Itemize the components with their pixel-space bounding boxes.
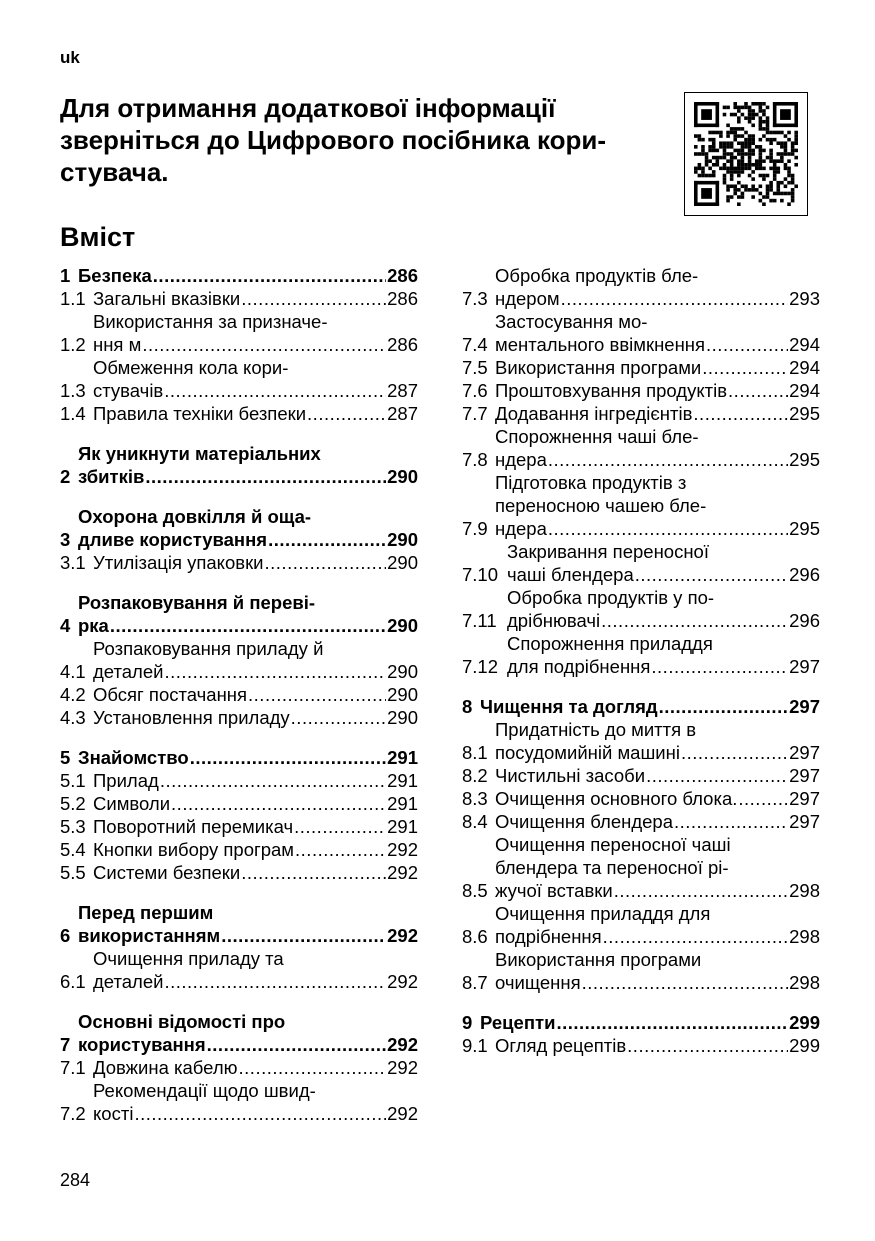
toc-entry-number: 6.1 — [60, 971, 91, 992]
toc-entry-number: 1.4 — [60, 403, 91, 424]
toc-entry-number: 5.2 — [60, 793, 91, 814]
toc-entry-title: Огляд рецептів — [495, 1035, 627, 1056]
toc-entry-title: Обробка продуктів бле- — [495, 265, 699, 286]
toc-entry-title: Підготовка продуктів з — [495, 472, 687, 493]
toc-entry-number: 8.5 — [462, 880, 493, 901]
toc-page-number: 292 — [387, 1057, 418, 1078]
toc-entry-title: ндером — [495, 288, 560, 309]
toc-entry-title: Обсяг постачання — [93, 684, 248, 705]
leader-dots — [241, 861, 386, 884]
toc-entry-title: користування — [78, 1034, 206, 1055]
toc-entry-number: 8.4 — [462, 811, 493, 832]
toc-entry-title: Чистильні засоби — [495, 765, 646, 786]
toc-entry[interactable] — [462, 310, 820, 356]
toc-entry[interactable] — [462, 264, 820, 310]
toc-gap — [462, 994, 820, 1011]
toc-entry-number: 7.12 — [462, 656, 504, 677]
leader-dots — [164, 379, 386, 402]
toc-entry-title: Поворотний перемикач — [93, 816, 294, 837]
toc-entry-number: 8.6 — [462, 926, 493, 947]
leader-dots — [681, 741, 788, 764]
leader-dots — [239, 1056, 387, 1079]
toc-chapter[interactable] — [60, 1010, 418, 1056]
qr-code-icon — [694, 102, 798, 206]
toc-entry[interactable] — [60, 769, 418, 792]
leader-dots — [582, 971, 789, 994]
toc-entry-title: Розпаковування приладу й — [93, 638, 324, 659]
leader-dots — [693, 402, 788, 425]
leader-dots — [548, 448, 788, 471]
leader-dots — [294, 815, 386, 838]
toc-entry-title: подрібнення — [495, 926, 602, 947]
leader-dots — [221, 924, 386, 947]
toc-entry-title: Правила техніки безпеки — [93, 403, 307, 424]
leader-dots — [164, 970, 386, 993]
toc-page-number: 290 — [387, 552, 418, 573]
leader-dots — [548, 517, 788, 540]
leader-dots — [738, 787, 788, 810]
toc-page-number: 292 — [387, 971, 418, 992]
toc-entry-title: Системи безпеки — [93, 862, 241, 883]
toc-entry-title: Використання за призначе- — [93, 311, 328, 332]
toc-entry-number: 4 — [60, 615, 76, 636]
toc-page-number: 292 — [387, 839, 418, 860]
leader-dots — [291, 706, 386, 729]
leader-dots — [646, 764, 788, 787]
toc-entry-title: ндера — [495, 449, 547, 470]
toc-entry[interactable] — [462, 718, 820, 764]
toc-entry[interactable] — [60, 683, 418, 706]
toc-entry[interactable] — [60, 947, 418, 993]
toc-entry[interactable] — [462, 471, 820, 540]
toc-entry[interactable] — [462, 402, 820, 425]
toc-entry-number: 5 — [60, 747, 76, 768]
toc-entry-number: 7.7 — [462, 403, 493, 424]
toc-column-right — [462, 264, 820, 1057]
toc-page-number: 297 — [789, 788, 820, 809]
toc-entry-number: 8 — [462, 696, 478, 717]
toc-chapter[interactable] — [462, 695, 820, 718]
toc-page-number: 297 — [789, 811, 820, 832]
toc-entry-title: Як уникнути матеріальних — [78, 443, 321, 464]
toc-page-number: 297 — [789, 696, 820, 717]
leader-dots — [614, 879, 788, 902]
toc-entry[interactable] — [462, 787, 820, 810]
toc-entry[interactable] — [60, 637, 418, 683]
leader-dots — [248, 683, 386, 706]
toc-entry-title: Використання програми — [495, 949, 702, 970]
toc-entry-number: 1.3 — [60, 380, 91, 401]
toc-entry-title: Основні відомості про — [78, 1011, 286, 1032]
toc-entry[interactable] — [462, 902, 820, 948]
toc-page-number: 296 — [789, 564, 820, 585]
toc-page-number: 291 — [387, 793, 418, 814]
toc-entry-title: використанням — [78, 925, 221, 946]
toc-entry-number: 8.2 — [462, 765, 493, 786]
toc-page-number: 298 — [789, 880, 820, 901]
toc-entry-title: Прилад — [93, 770, 159, 791]
leader-dots — [207, 1033, 386, 1056]
leader-dots — [160, 769, 386, 792]
toc-entry-number: 1.2 — [60, 334, 91, 355]
toc-page-number: 295 — [789, 403, 820, 424]
toc-entry[interactable] — [60, 1079, 418, 1125]
toc-entry-title: Знайомство — [78, 747, 189, 768]
headline-line: Для отримання додаткової інформації — [60, 93, 556, 123]
toc-entry-title: Обмеження кола кори- — [93, 357, 289, 378]
toc-page-number: 286 — [387, 288, 418, 309]
toc-page-number: 286 — [387, 265, 418, 286]
toc-entry-title: Очищення основного блока. — [495, 788, 738, 809]
toc-entry-title: збитків — [78, 466, 145, 487]
toc-chapter[interactable] — [60, 505, 418, 551]
toc-entry[interactable] — [462, 948, 820, 994]
qr-code[interactable] — [684, 92, 808, 216]
leader-dots — [265, 551, 387, 574]
toc-gap — [60, 729, 418, 746]
leader-dots — [134, 1102, 386, 1125]
toc-page-number: 294 — [789, 357, 820, 378]
toc-entry-title: блендера та переносної рі- — [495, 857, 729, 878]
leader-dots — [556, 1011, 788, 1034]
toc-entry-title: дрібнювачі — [507, 610, 601, 631]
toc-entry[interactable] — [60, 551, 418, 574]
headline-line: стувача. — [60, 157, 169, 187]
toc-entry[interactable] — [462, 632, 820, 678]
toc-entry-number: 5.3 — [60, 816, 91, 837]
toc-entry-number: 7.3 — [462, 288, 493, 309]
toc-gap — [462, 678, 820, 695]
toc-entry-title: дливе користування — [78, 529, 268, 550]
toc-page-number: 290 — [387, 707, 418, 728]
toc-entry-title: Рекомендації щодо швид- — [93, 1080, 316, 1101]
leader-dots — [659, 695, 789, 718]
toc-entry-number: 8.3 — [462, 788, 493, 809]
toc-page-number: 291 — [387, 816, 418, 837]
toc-entry-title: Спорожнення приладдя — [507, 633, 713, 654]
toc-page-number: 290 — [387, 615, 418, 636]
toc-entry-number: 5.1 — [60, 770, 91, 791]
leader-dots — [603, 925, 788, 948]
leader-dots — [164, 660, 386, 683]
toc-page-number: 294 — [789, 334, 820, 355]
toc-entry-number: 7.2 — [60, 1103, 91, 1124]
toc-entry-number: 4.3 — [60, 707, 91, 728]
toc-entry[interactable] — [60, 861, 418, 884]
toc-entry-title: Довжина кабелю — [93, 1057, 238, 1078]
toc-entry-number: 7.11 — [462, 610, 502, 631]
toc-chapter[interactable] — [60, 264, 418, 287]
leader-dots — [145, 465, 386, 488]
toc-entry-number: 8.1 — [462, 742, 493, 763]
leader-dots — [706, 333, 788, 356]
toc-page-number: 294 — [789, 380, 820, 401]
toc-entry-number: 3.1 — [60, 552, 91, 573]
toc-entry-title: Очищення приладу та — [93, 948, 284, 969]
toc-entry-title: Чищення та догляд — [480, 696, 658, 717]
leader-dots — [674, 810, 788, 833]
toc-page-number: 298 — [789, 972, 820, 993]
toc-page-number: 297 — [789, 742, 820, 763]
toc-entry[interactable] — [462, 586, 820, 632]
toc-entry-title: Придатність до миття в — [495, 719, 697, 740]
toc-entry[interactable] — [60, 310, 418, 356]
toc-entry-title: ментального ввімкнення — [495, 334, 706, 355]
toc-gap — [60, 993, 418, 1010]
toc-entry-title: для подрібнення — [507, 656, 651, 677]
toc-entry-title: Спорожнення чаші бле- — [495, 426, 699, 447]
toc-page-number: 292 — [387, 1034, 418, 1055]
toc-entry-title: Додавання інгредієнтів — [495, 403, 693, 424]
toc-entry-number: 5.5 — [60, 862, 91, 883]
toc-entry[interactable] — [60, 792, 418, 815]
toc-entry-title: посудомийній машині — [495, 742, 680, 763]
toc-entry-number: 4.2 — [60, 684, 91, 705]
toc-chapter[interactable] — [60, 442, 418, 488]
toc-page-number: 292 — [387, 1103, 418, 1124]
leader-dots — [190, 746, 386, 769]
toc-column-left — [60, 264, 418, 1125]
leader-dots — [635, 563, 788, 586]
toc-entry[interactable] — [462, 1034, 820, 1057]
toc-entry-title: чаші блендера — [507, 564, 634, 585]
page-headline — [60, 92, 670, 188]
toc-entry-title: Охорона довкілля й оща- — [78, 506, 312, 527]
toc-entry-title: Проштовхування продуктів — [495, 380, 728, 401]
toc-chapter[interactable] — [60, 901, 418, 947]
toc-page-number: 299 — [789, 1035, 820, 1056]
language-code: uk — [60, 48, 80, 67]
toc-entry-title: жучої вставки — [495, 880, 613, 901]
toc-entry-title: очищення — [495, 972, 581, 993]
toc-entry-title: Загальні вказівки — [93, 288, 241, 309]
toc-entry-number: 7.6 — [462, 380, 493, 401]
toc-page-number: 295 — [789, 518, 820, 539]
toc-entry[interactable] — [462, 379, 820, 402]
toc-page-number: 287 — [387, 380, 418, 401]
toc-page-number: 290 — [387, 529, 418, 550]
toc-page-number: 286 — [387, 334, 418, 355]
toc-gap — [60, 425, 418, 442]
toc-entry-title: Закривання переносної — [507, 541, 709, 562]
toc-entry-title: стувачів — [93, 380, 164, 401]
toc-page-number: 291 — [387, 747, 418, 768]
toc-entry-number: 1 — [60, 265, 76, 286]
toc-page-number: 295 — [789, 449, 820, 470]
toc-title: Вміст — [60, 222, 136, 252]
toc-entry[interactable] — [60, 287, 418, 310]
leader-dots — [110, 614, 386, 637]
leader-dots — [651, 655, 788, 678]
leader-dots — [561, 287, 789, 310]
toc-entry-number: 9.1 — [462, 1035, 493, 1056]
toc-entry[interactable] — [462, 833, 820, 902]
toc-entry-title: Рецепти — [480, 1012, 556, 1033]
leader-dots — [241, 287, 386, 310]
toc-entry[interactable] — [60, 356, 418, 402]
toc-entry-title: Обробка продуктів у по- — [507, 587, 715, 608]
toc-page-number: 297 — [789, 656, 820, 677]
toc-entry[interactable] — [60, 815, 418, 838]
toc-entry[interactable] — [462, 425, 820, 471]
toc-entry-title: Установлення приладу — [93, 707, 290, 728]
toc-entry-number: 8.7 — [462, 972, 493, 993]
toc-entry-number: 7.9 — [462, 518, 493, 539]
toc-entry-title: Безпека — [78, 265, 152, 286]
toc-entry-title: ння м — [93, 334, 142, 355]
toc-entry-title: ндера — [495, 518, 547, 539]
toc-page-number: 290 — [387, 684, 418, 705]
leader-dots — [627, 1034, 788, 1057]
leader-dots — [153, 264, 386, 287]
toc-entry-title: Очищення переносної чаші — [495, 834, 731, 855]
toc-entry-title: деталей — [93, 971, 164, 992]
toc-page-number: 291 — [387, 770, 418, 791]
toc-entry-number: 7.1 — [60, 1057, 91, 1078]
toc-gap — [60, 574, 418, 591]
toc-chapter[interactable] — [462, 1011, 820, 1034]
toc-entry[interactable] — [462, 540, 820, 586]
toc-entry-title: Використання програми — [495, 357, 702, 378]
toc-entry-number: 7.4 — [462, 334, 493, 355]
toc-entry-number: 7.8 — [462, 449, 493, 470]
toc-page-number: 296 — [789, 610, 820, 631]
toc-entry-title: кості — [93, 1103, 134, 1124]
toc-entry-title: Розпаковування й переві- — [78, 592, 316, 613]
toc-entry[interactable] — [462, 764, 820, 787]
toc-entry-number: 9 — [462, 1012, 478, 1033]
toc-entry-number: 6 — [60, 925, 76, 946]
toc-page-number: 290 — [387, 661, 418, 682]
toc-entry-title: Утилізація упаковки — [93, 552, 264, 573]
toc-entry-title: Символи — [93, 793, 171, 814]
toc-entry-title: Очищення приладдя для — [495, 903, 711, 924]
toc-entry-number: 7.10 — [462, 564, 504, 585]
toc-entry-title: Застосування мо- — [495, 311, 648, 332]
leader-dots — [268, 528, 386, 551]
page-number: 284 — [60, 1170, 91, 1190]
toc-entry-title: деталей — [93, 661, 164, 682]
toc-entry[interactable] — [60, 402, 418, 425]
toc-entry[interactable] — [462, 356, 820, 379]
leader-dots — [295, 838, 386, 861]
toc-page-number: 298 — [789, 926, 820, 947]
toc-entry-title: Очищення блендера — [495, 811, 673, 832]
toc-entry-number: 5.4 — [60, 839, 91, 860]
toc-entry-number: 2 — [60, 466, 76, 487]
toc-entry-number: 1.1 — [60, 288, 91, 309]
toc-entry-title: Кнопки вибору програм — [93, 839, 295, 860]
toc-entry-title: Перед першим — [78, 902, 214, 923]
toc-page-number: 297 — [789, 765, 820, 786]
toc-gap — [60, 884, 418, 901]
toc-entry-number: 7.5 — [462, 357, 493, 378]
leader-dots — [171, 792, 386, 815]
toc-page-number: 292 — [387, 862, 418, 883]
toc-page-number: 290 — [387, 466, 418, 487]
leader-dots — [601, 609, 788, 632]
headline-line: зверніться до Цифрового посібника кори- — [60, 125, 607, 155]
toc-entry-title: рка — [78, 615, 109, 636]
leader-dots — [728, 379, 788, 402]
leader-dots — [142, 333, 386, 356]
leader-dots — [702, 356, 788, 379]
toc-entry[interactable] — [60, 838, 418, 861]
toc-chapter[interactable] — [60, 746, 418, 769]
toc-chapter[interactable] — [60, 591, 418, 637]
toc-entry-number: 4.1 — [60, 661, 91, 682]
toc-page-number: 293 — [789, 288, 820, 309]
toc-entry-number: 3 — [60, 529, 76, 550]
toc-page-number: 299 — [789, 1012, 820, 1033]
toc-entry-number: 7 — [60, 1034, 76, 1055]
toc-entry[interactable] — [462, 810, 820, 833]
toc-gap — [60, 488, 418, 505]
toc-page-number: 292 — [387, 925, 418, 946]
toc-page-number: 287 — [387, 403, 418, 424]
toc-entry[interactable] — [60, 1056, 418, 1079]
toc-entry[interactable] — [60, 706, 418, 729]
leader-dots — [307, 402, 386, 425]
toc-entry-title: переносною чашею бле- — [495, 495, 707, 516]
